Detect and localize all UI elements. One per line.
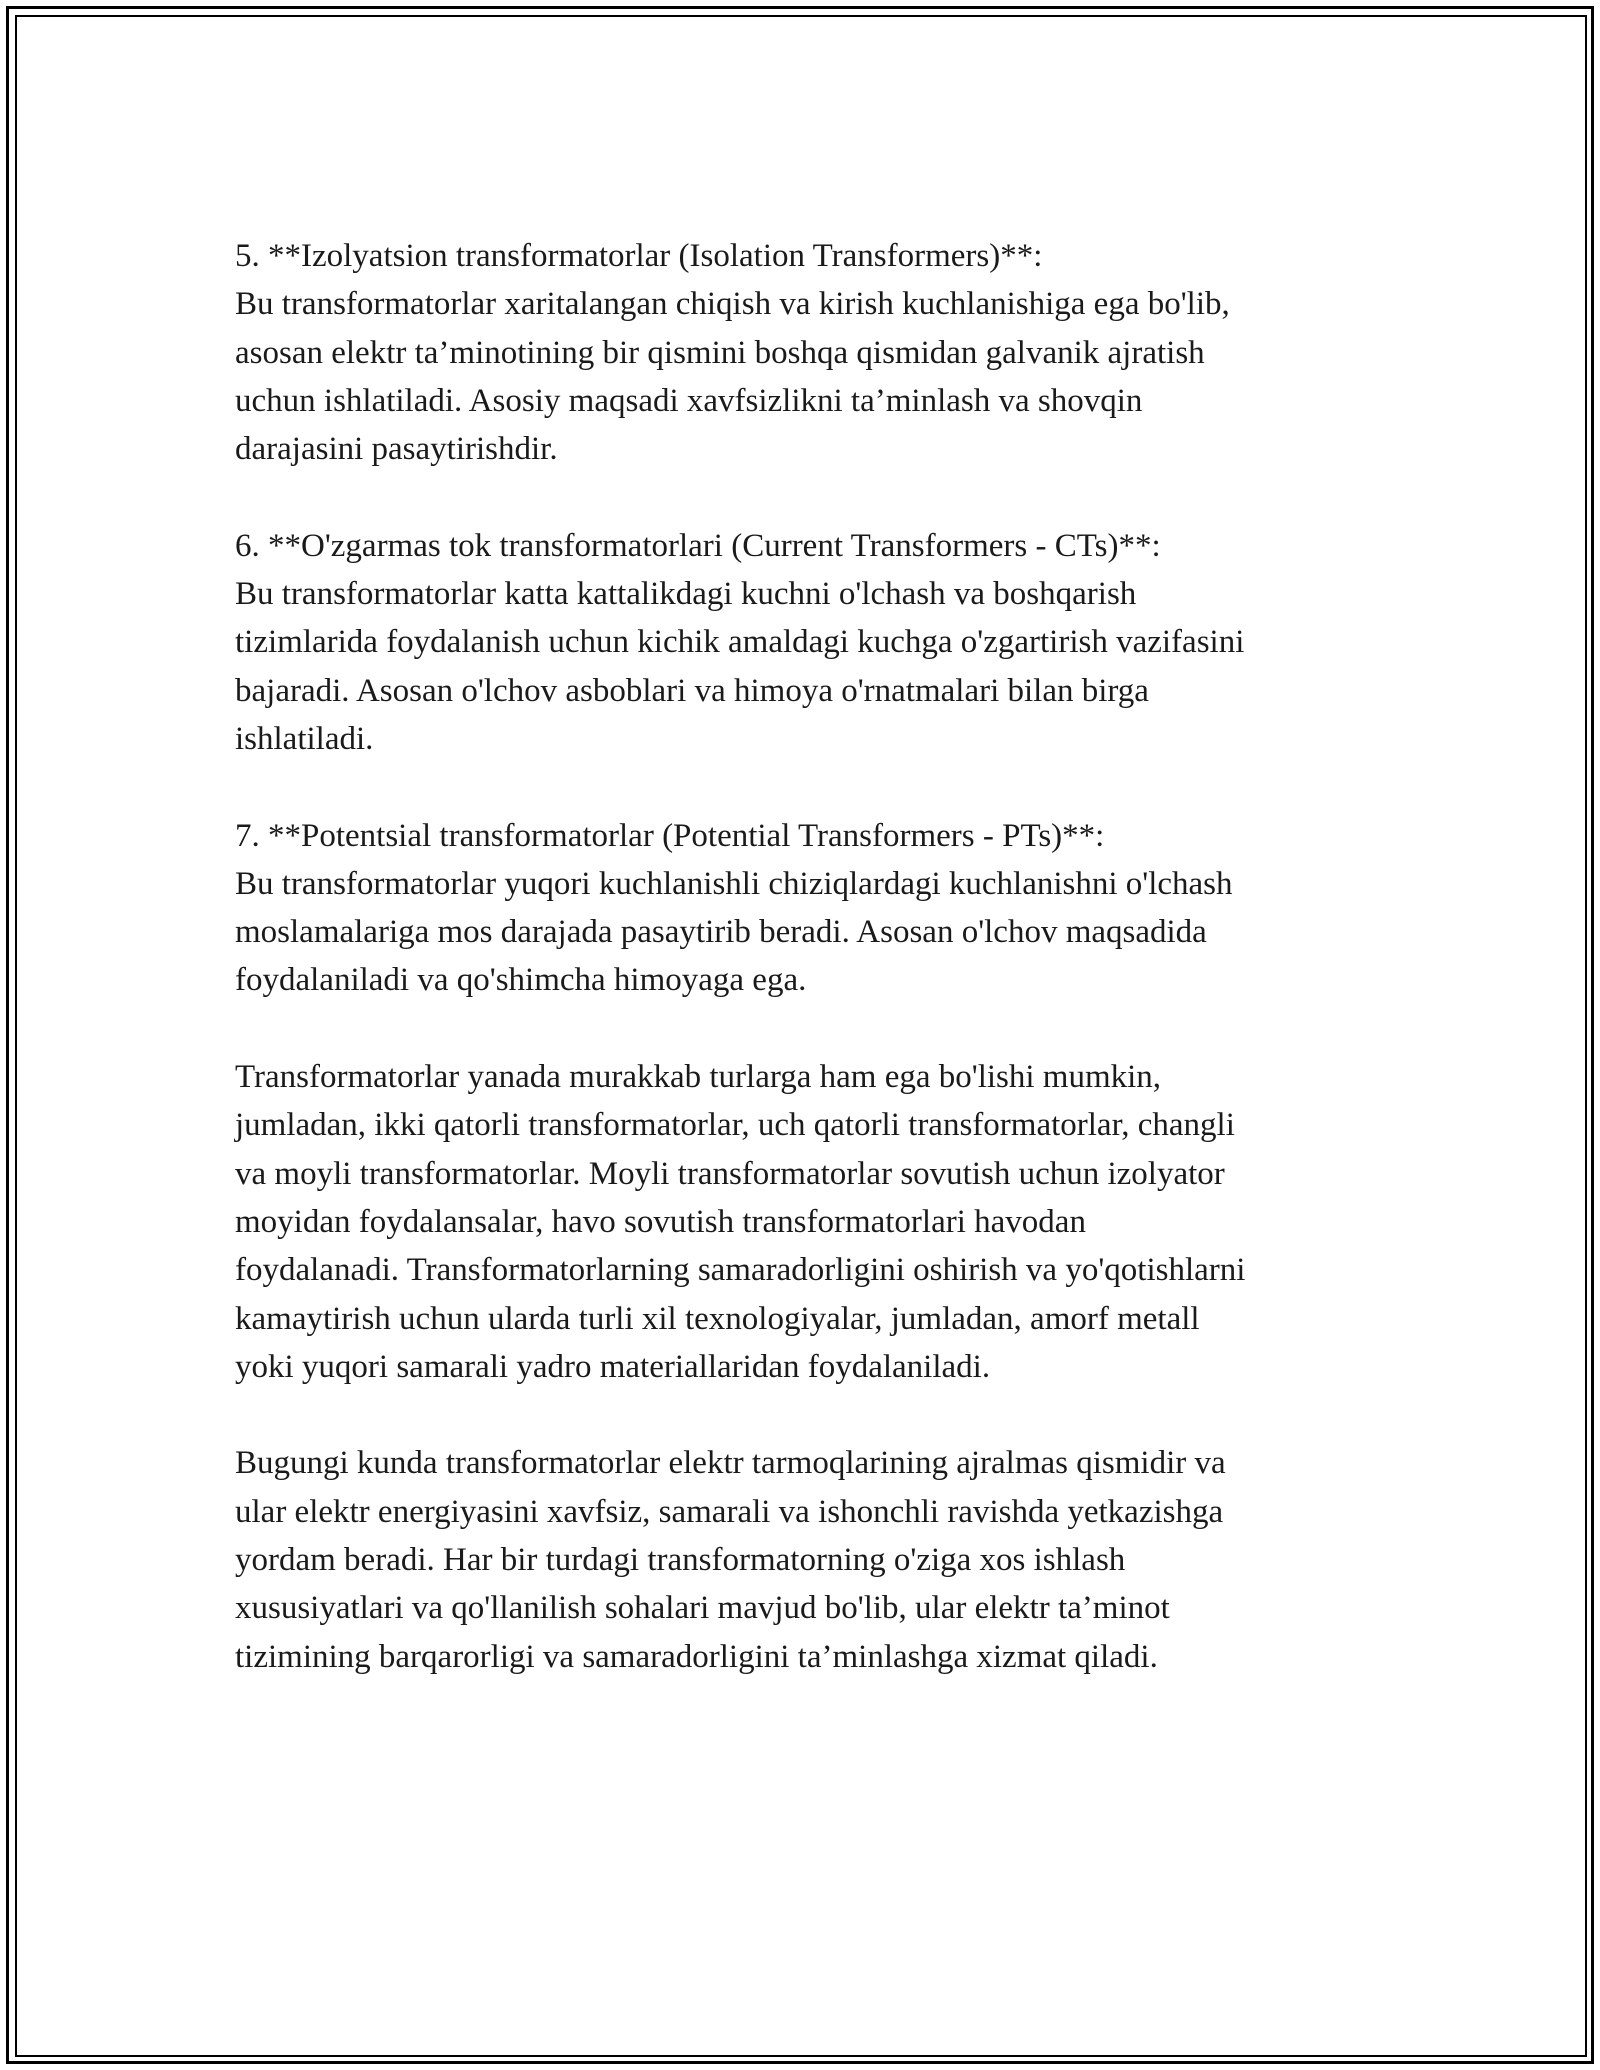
section-potential-transformers — [235, 812, 1375, 1005]
section-body: Bu transformatorlar xaritalangan chiqish va kirish kuchlanishiga ega bo'lib, asosan elektr ta’minotining bir qismini boshqa qismidan galvanik ajratish uchun ishlatiladi. Asosiy maqsadi xavfsizlikni ta’minlash va shovqin darajasini pasaytirishdir. — [235, 286, 1230, 468]
paragraph-text: Bugungi kunda transformatorlar elektr tarmoqlarining ajralmas qismidir va ular elektr energiyasini xavfsiz, samarali va ishonchli ravishda yetkazishga yordam beradi. Har bir turdagi transformatorning o'ziga xos ishlash xususiyatlari va qo'llanilish sohalari mavjud bo'lib, ular elektr ta’minot tizimining barqarorligi va samaradorligini ta’minlashga xizmat qiladi. — [235, 1445, 1226, 1675]
document-body — [235, 232, 1375, 1729]
section-isolation-transformers — [235, 232, 1375, 473]
section-heading: 7. **Potentsial transformatorlar (Potential Transformers - PTs)**: — [235, 817, 1105, 854]
section-current-transformers — [235, 522, 1375, 763]
paragraph-conclusion — [235, 1439, 1375, 1680]
section-body: Bu transformatorlar yuqori kuchlanishli chiziqlardagi kuchlanishni o'lchash moslamalariga mos darajada pasaytirib beradi. Asosan o'lchov maqsadida foydalaniladi va qo'shimcha himoyaga ega. — [235, 865, 1233, 999]
paragraph-text: Transformatorlar yanada murakkab turlarga ham ega bo'lishi mumkin, jumladan, ikki qatorli transformatorlar, uch qatorli transformatorlar, changli va moyli transformatorlar. Moyli transformatorlar sovutish uchun izolyator moyidan foydalansalar, havo sovutish transformatorlari havodan foydalanadi. Transformatorlarning samaradorligini oshirish va yo'qotishlarni kamaytirish uchun ularda turli xil texnologiyalar, jumladan, amorf metall yoki yuqori samarali yadro materiallaridan foydalaniladi. — [235, 1059, 1246, 1385]
section-heading: 6. **O'zgarmas tok transformatorlari (Current Transformers - CTs)**: — [235, 527, 1161, 564]
section-heading: 5. **Izolyatsion transformatorlar (Isolation Transformers)**: — [235, 238, 1043, 274]
section-body: Bu transformatorlar katta kattalikdagi kuchni o'lchash va boshqarish tizimlarida foydalanish uchun kichik amaldagi kuchga o'zgartirish vazifasini bajaradi. Asosan o'lchov asboblari va himoya o'rnatmalari bilan birga ishlatiladi. — [235, 576, 1245, 757]
paragraph-transformer-types — [235, 1053, 1375, 1391]
